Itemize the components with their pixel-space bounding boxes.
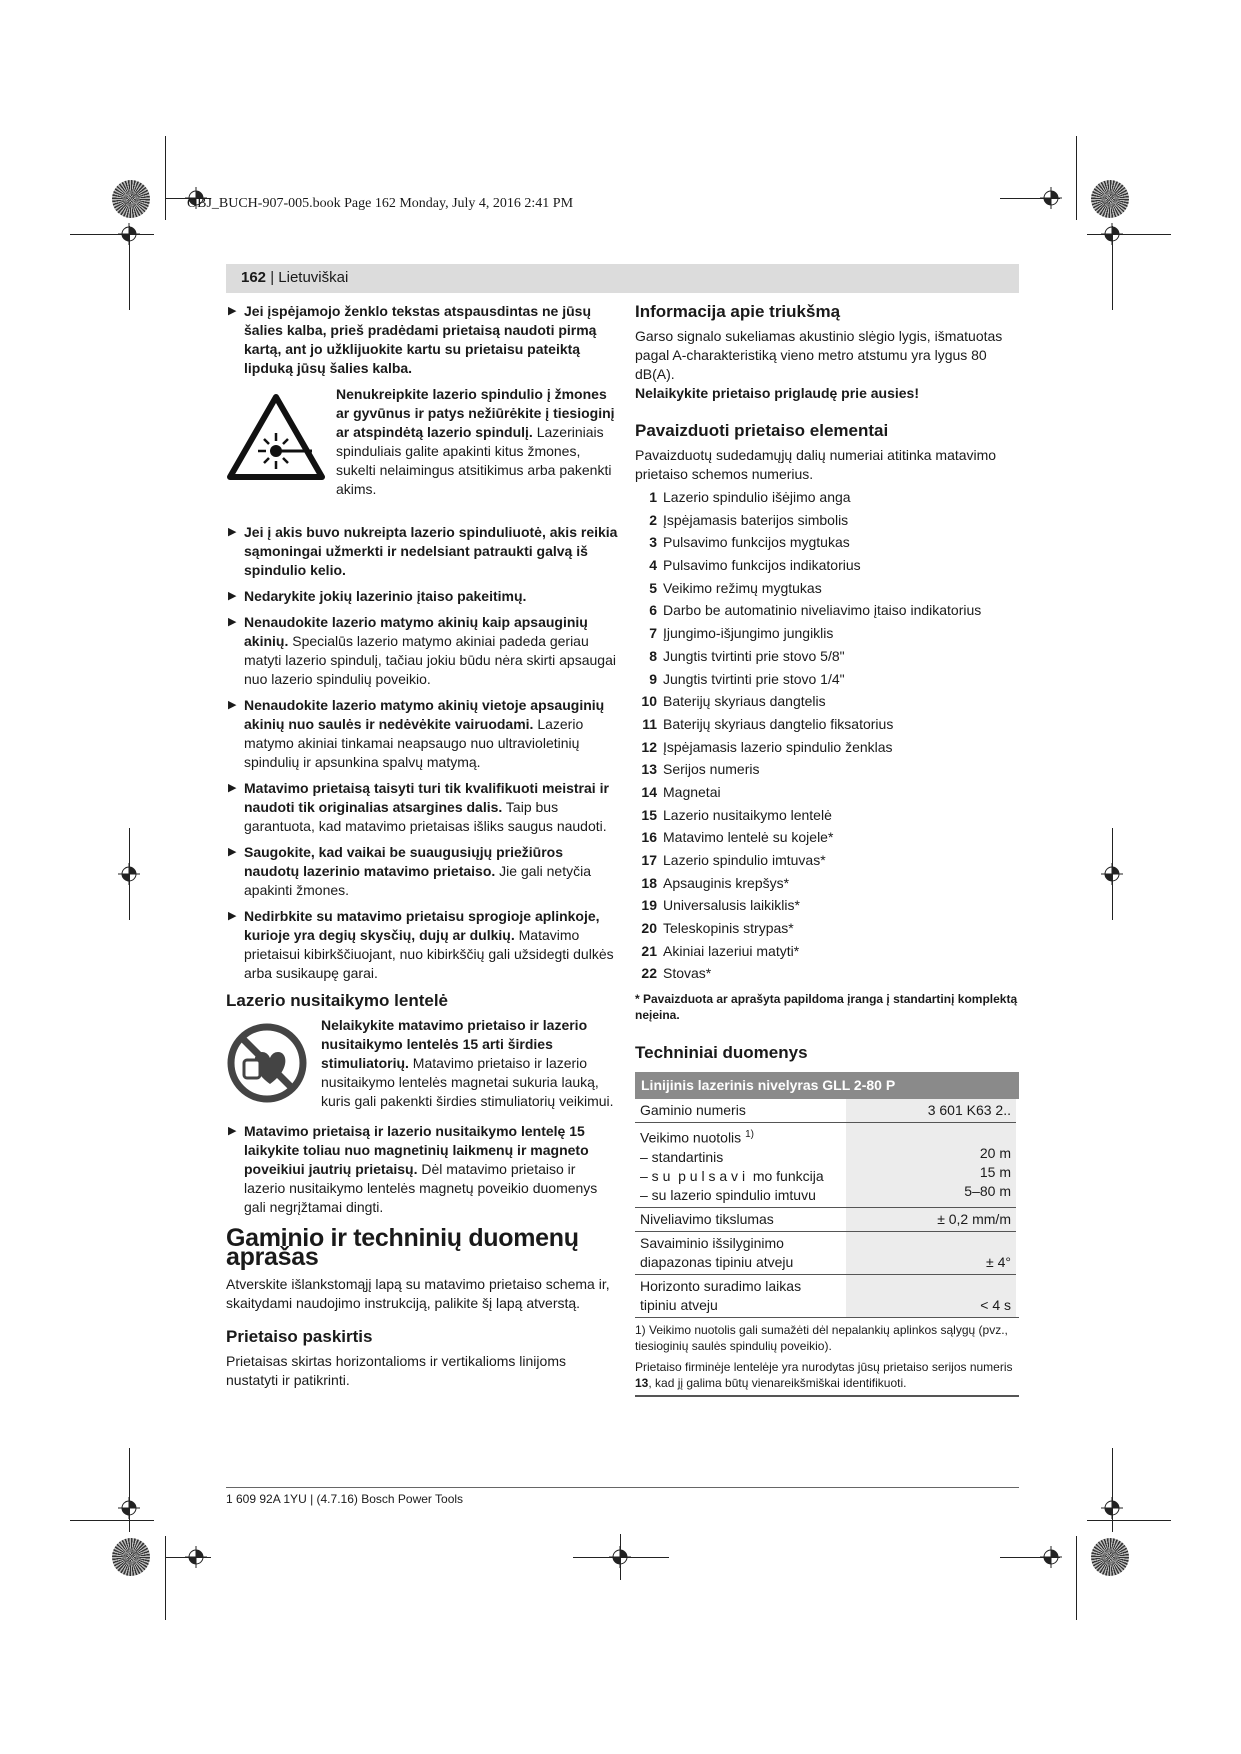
table-label: Horizonto suradimo laikas tipiniu atveju: [635, 1274, 846, 1317]
table-title: Linijinis lazerinis nivelyras GLL 2-80 P: [635, 1072, 1019, 1099]
table-row: [635, 1099, 1016, 1123]
item-label: Teleskopinis strypas*: [663, 920, 794, 937]
item-number: 1: [649, 489, 657, 505]
table-footnotes: [635, 1317, 1019, 1391]
book-header: OBJ_BUCH-907-005.book Page 162 Monday, July 4, 2016 2:41 PM: [187, 196, 574, 211]
crop-line: [70, 234, 154, 235]
bullet-arrow-icon: ▶: [228, 910, 237, 922]
safety-bullet: ▶ Nenaudokite lazerio matymo akinių kaip apsauginių akinių. Specialūs lazerio matymo akiniai padeda geriau matyti lazerio spindulį, tačiau jokiu būdu nėra skirti apsaugai nuo lazerio spindulių poveikio.: [228, 614, 616, 687]
item-number: 16: [641, 829, 657, 846]
footer-text: 1 609 92A 1YU | (4.7.16) Bosch Power Tools: [226, 1492, 464, 1506]
right-column: [635, 302, 1019, 1397]
elements-list: [635, 488, 1019, 987]
item-label: Stovas*: [663, 965, 712, 982]
item-number: 10: [641, 693, 657, 710]
item-label: Pulsavimo funkcijos mygtukas: [663, 534, 850, 551]
section-heading: Techniniai duomenys: [635, 1043, 808, 1063]
item-label: Lazerio nusitaikymo lentelė: [663, 806, 832, 823]
item-number: 12: [641, 738, 657, 755]
crop-line: [70, 1520, 154, 1521]
crop-line: [165, 1536, 166, 1620]
item-label: Jungtis tvirtinti prie stovo 5/8": [663, 647, 845, 664]
table-bottom-rule: [635, 1395, 1019, 1397]
crop-line: [1076, 1536, 1077, 1620]
table-value: 20 m 15 m 5–80 m: [846, 1123, 1016, 1208]
safety-bullet: ▶ Jei į akis buvo nukreipta lazerio spinduliuotė, akis reikia sąmoningai užmerkti ir nedelsiant patraukti galvą iš spindulio kelio.: [228, 524, 618, 578]
no-pacemaker-icon: [226, 1022, 308, 1104]
safety-bullet: ▶ Nenaudokite lazerio matymo akinių vietoje apsauginių akinių nuo saulės ir nedėvėkite vairuodami. Lazerio matymo akiniai tinkamai neapsaugo nuo ultravioletinių spindulių ir apsunkina spalvų matymą.: [228, 697, 605, 770]
section-heading: Prietaiso paskirtis: [226, 1327, 373, 1346]
table-label: Niveliavimo tikslumas: [635, 1207, 846, 1231]
crosshair-icon: [1101, 223, 1123, 245]
laser-warning-text: Nenukreipkite lazerio spindulio į žmones ar gyvūnus ir patys nežiūrėkite į tiesioginį ar atspindėtą lazerio spindulį. Lazeriniais spinduliais galite apakinti kitus žmones, sukelti nelaimingus atsitikimus arba pakenkti akims.: [336, 386, 615, 497]
item-label: Akiniai lazeriui matyti*: [663, 942, 800, 959]
laser-warning-icon: [226, 393, 326, 481]
item-number: 5: [649, 579, 657, 596]
crop-line: [1087, 1520, 1171, 1521]
list-item: [635, 919, 1019, 942]
registration-wheel-icon: [112, 1538, 150, 1576]
item-number: 11: [642, 715, 657, 732]
item-label: Universalusis laikiklis*: [663, 897, 800, 914]
table-row: [635, 1207, 1016, 1231]
crosshair-icon: [118, 223, 140, 245]
bullet-arrow-icon: ▶: [228, 782, 237, 794]
crosshair-icon: [185, 1546, 207, 1568]
body-text-bold: Nelaikykite prietaiso priglaudę prie ausies!: [635, 385, 919, 401]
page-language: Lietuviškai: [278, 269, 349, 286]
list-item: [635, 874, 1019, 897]
item-label: Apsauginis krepšys*: [663, 874, 790, 891]
list-item: [635, 806, 1019, 829]
table-value: < 4 s: [846, 1274, 1016, 1317]
item-label: Veikimo režimų mygtukas: [663, 579, 822, 596]
page-header-bar: [226, 264, 1019, 293]
section-heading: Lazerio nusitaikymo lentelė: [226, 991, 449, 1010]
laser-warning-block: [226, 385, 618, 517]
safety-bullet: ▶ Matavimo prietaisą ir lazerio nusitaikymo lentelę 15 laikykite toliau nuo magnetinių laikmenų ir magneto poveikiui jautrių prietaisų. Dėl matavimo prietaiso ir lazerio nusitaikymo lentelės magnetų poveikio duomenys gali negrįžtamai dingti.: [228, 1123, 598, 1215]
list-item: [635, 964, 1019, 987]
list-item: [635, 511, 1019, 534]
left-column: [226, 302, 618, 1390]
table-row: [635, 1274, 1016, 1317]
tech-data-table: [635, 1099, 1016, 1317]
list-item: [635, 556, 1019, 579]
crosshair-icon: [1040, 1546, 1062, 1568]
item-label: Matavimo lentelė su kojele*: [663, 829, 834, 846]
list-item: [635, 624, 1019, 647]
item-label: Įjungimo-išjungimo jungiklis: [663, 625, 834, 642]
item-number: 21: [641, 942, 657, 959]
pacemaker-warning-text: Nelaikykite matavimo prietaiso ir lazerio nusitaikymo lentelės 15 arti širdies stimuliatorių. Matavimo prietaiso ir lazerio nusitaikymo lentelės magnetai sukuria lauką, kuris gali pakenkti širdies stimuliatorių veikimui.: [321, 1017, 614, 1109]
item-number: 3: [649, 534, 657, 551]
footer-rule: [226, 1487, 1019, 1488]
registration-wheel-icon: [1091, 1538, 1129, 1576]
item-number: 7: [649, 625, 657, 642]
list-item: [635, 692, 1019, 715]
safety-bullet: ▶ Nedarykite jokių lazerinio įtaiso pakeitimų.: [228, 588, 527, 604]
crop-line: [1076, 136, 1077, 220]
table-label: Savaiminio išsilyginimo diapazonas tipiniu atveju: [635, 1231, 846, 1274]
item-number: 14: [641, 783, 657, 800]
main-heading: Gaminio ir techninių duomenų aprašas: [226, 1224, 579, 1271]
list-item: [635, 760, 1019, 783]
crosshair-icon: [118, 1497, 140, 1519]
safety-bullet: ▶ Saugokite, kad vaikai be suaugusiųjų priežiūros naudotų lazerinio matavimo prietaiso. Jie gali netyčia apakinti žmones.: [228, 844, 591, 898]
serial-note: Prietaiso firminėje lentelėje yra nurodytas jūsų prietaiso serijos numeris 13, kad jį galima būtų vienareikšmiškai identifikuoti.: [635, 1359, 1013, 1390]
section-heading: Pavaizduoti prietaiso elementai: [635, 421, 889, 440]
item-number: 6: [649, 602, 657, 619]
list-item: [635, 533, 1019, 556]
item-label: Serijos numeris: [663, 761, 760, 778]
body-text: Pavaizduotų sudedamųjų dalių numeriai atitinka matavimo prietaiso schemos numerius.: [635, 447, 997, 482]
body-text: Prietaisas skirtas horizontalioms ir vertikalioms linijoms nustatyti ir patikrinti.: [226, 1353, 566, 1388]
item-label: Lazerio spindulio išėjimo anga: [663, 489, 851, 505]
bullet-arrow-icon: ▶: [228, 1125, 237, 1137]
item-number: 2: [649, 511, 657, 528]
item-label: Įspėjamasis baterijos simbolis: [663, 511, 849, 528]
list-item: [635, 738, 1019, 761]
crop-line: [165, 136, 166, 220]
item-number: 13: [641, 761, 657, 778]
item-number: 17: [641, 852, 657, 868]
list-item: [635, 851, 1019, 874]
registration-wheel-icon: [112, 180, 150, 218]
table-label: Gaminio numeris: [640, 1102, 746, 1119]
item-label: Baterijų skyriaus dangtelio fiksatorius: [663, 715, 894, 732]
item-label: Jungtis tvirtinti prie stovo 1/4": [663, 670, 845, 687]
page-number: 162: [241, 269, 267, 286]
item-number: 20: [641, 920, 657, 937]
item-number: 19: [641, 897, 657, 914]
item-number: 22: [641, 965, 657, 982]
bullet-arrow-icon: ▶: [228, 846, 237, 858]
bullet-arrow-icon: ▶: [228, 526, 237, 538]
item-label: Darbo be automatinio niveliavimo įtaiso indikatorius: [663, 602, 982, 619]
bullet-arrow-icon: ▶: [228, 616, 237, 628]
bullet-arrow-icon: ▶: [228, 305, 237, 317]
crosshair-icon: [609, 1546, 631, 1568]
crosshair-icon: [1101, 863, 1123, 885]
registration-wheel-icon: [1091, 180, 1129, 218]
list-item: [635, 579, 1019, 602]
bullet-arrow-icon: ▶: [228, 699, 237, 711]
list-item: [635, 828, 1019, 851]
list-item: [635, 896, 1019, 919]
item-number: 4: [649, 557, 657, 574]
crosshair-icon: [1040, 187, 1062, 209]
table-value: ± 0,2 mm/m: [846, 1207, 1016, 1231]
list-item: [635, 715, 1019, 738]
item-number: 9: [649, 670, 657, 687]
footnote: 1) Veikimo nuotolis gali sumažėti dėl nepalankių aplinkos sąlygų (pvz., tiesioginių saulės spindulių poveikio).: [635, 1322, 1008, 1353]
section-heading: Informacija apie triukšmą: [635, 302, 841, 321]
bullet-arrow-icon: ▶: [228, 590, 237, 602]
list-item: [635, 647, 1019, 670]
item-label: Pulsavimo funkcijos indikatorius: [663, 557, 861, 574]
table-value: 3 601 K63 2..: [846, 1099, 1016, 1123]
body-text: Atverskite išlankstomąjį lapą su matavimo prietaiso schema ir, skaitydami naudojimo instrukciją, palikite šį lapą atverstą.: [226, 1276, 610, 1311]
item-label: Baterijų skyriaus dangtelis: [663, 693, 826, 710]
list-item: [635, 601, 1019, 624]
item-label: Įspėjamasis lazerio spindulio ženklas: [663, 738, 893, 755]
table-row: [635, 1231, 1016, 1274]
body-text: Garso signalo sukeliamas akustinio slėgio lygis, išmatuotas pagal A-charakteristiką vieno metro atstumu yra lygus 80 dB(A).: [635, 328, 1003, 382]
crosshair-icon: [118, 863, 140, 885]
list-item: [635, 670, 1019, 693]
crosshair-icon: [1101, 1497, 1123, 1519]
item-label: Magnetai: [663, 783, 721, 800]
item-number: 15: [641, 806, 657, 823]
list-item: [635, 783, 1019, 806]
accessory-note: * Pavaizduota ar aprašyta papildoma įranga į standartinį komplektą neįeina.: [635, 992, 1018, 1023]
safety-bullet: ▶ Jei įspėjamojo ženklo tekstas atspausdintas ne jūsų šalies kalba, prieš pradėdami prietaisą naudoti pirmą kartą, ant jo užklijuokite kartu su prietaisu pateiktą lipduką jūsų šalies kalba.: [228, 303, 597, 376]
item-number: 18: [641, 874, 657, 891]
safety-bullet: ▶ Nedirbkite su matavimo prietaisu sprogioje aplinkoje, kurioje yra degių skysčių, dujų ar dulkių. Matavimo prietaisui kibirkščiuojant, nuo kibirkščių gali užsidegti dulkės arba susikaupę garai.: [228, 908, 614, 981]
table-row: [635, 1123, 1016, 1208]
safety-bullet: ▶ Matavimo prietaisą taisyti turi tik kvalifikuoti meistrai ir naudoti tik originalias atsargines dalis. Taip bus garantuota, kad matavimo prietaisas išliks saugus naudoti.: [228, 780, 609, 834]
pacemaker-warning-block: [226, 1016, 618, 1116]
list-item: [635, 942, 1019, 965]
page-header: 162 | Lietuviškai: [241, 269, 349, 286]
table-label: Veikimo nuotolis $^{1)}$ – standartinis – s u p u l s a v i mo funkcija – su lazerio spindulio imtuvu: [635, 1123, 846, 1208]
table-value: ± 4°: [846, 1231, 1016, 1274]
item-number: 8: [649, 647, 657, 664]
list-item: [635, 488, 1019, 511]
crop-line: [1087, 234, 1171, 235]
item-label: Lazerio spindulio imtuvas*: [663, 852, 826, 868]
